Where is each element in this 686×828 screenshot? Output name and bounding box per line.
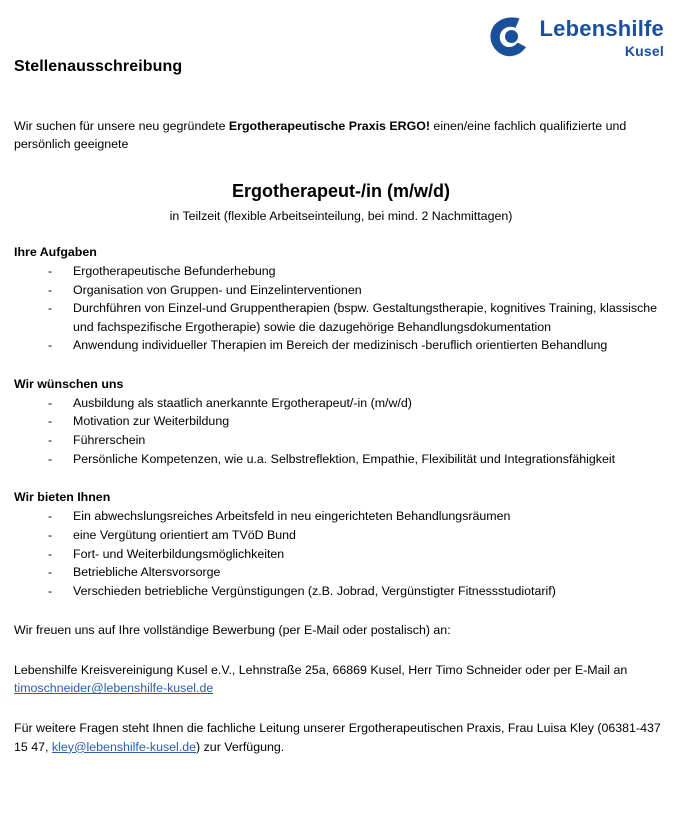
intro-bold: Ergotherapeutische Praxis ERGO! <box>228 119 430 133</box>
logo-subtitle: Kusel <box>624 43 664 59</box>
email-link-bewerbung[interactable]: timoschneider@lebenshilfe-kusel.de <box>14 681 214 696</box>
document-content <box>14 0 668 769</box>
section-heading: Ihre Aufgaben <box>14 244 97 259</box>
list-item: - Ergotherapeutische Befunderhebung <box>48 262 668 280</box>
section-heading: Wir bieten Ihnen <box>14 490 111 505</box>
list-item: - Anwendung individueller Therapien im Bereich der medizinisch -beruflich orientierten Behandlung <box>48 336 668 354</box>
section-list <box>14 394 668 468</box>
address-text: Lebenshilfe Kreisvereinigung Kusel e.V., Lehnstraße 25a, 66869 Kusel, Herr Timo Schneider oder per E-Mail an <box>14 662 628 677</box>
list-item: - Betriebliche Altersvorsorge <box>48 563 668 581</box>
list-item: - Organisation von Gruppen- und Einzelinterventionen <box>48 281 668 299</box>
list-item: - Ein abwechslungsreiches Arbeitsfeld in neu eingerichteten Behandlungsräumen <box>48 507 668 525</box>
section-heading: Wir wünschen uns <box>14 376 124 391</box>
section-wuensche <box>14 377 668 468</box>
email-link-kley[interactable]: kley@lebenshilfe-kusel.de <box>51 739 197 754</box>
section-angebot <box>14 490 668 600</box>
intro-text-1: Wir suchen für unsere neu gegründete <box>14 119 229 133</box>
list-item: - Durchführen von Einzel-und Gruppentherapien (bspw. Gestaltungstherapie, kognitives Training, klassische und fachspezifische Ergotherapie) sowie die dazugehörige Behandlungsdokumentation <box>48 299 668 335</box>
intro-text-2: einen/eine fachlich qualifizierte und persönlich geeignete <box>14 119 627 151</box>
contact-text-2: ) zur Verfügung. <box>196 739 285 754</box>
job-title: Ergotherapeut-/in (m/w/d) <box>232 180 450 201</box>
list-item: - Persönliche Kompetenzen, wie u.a. Selbstreflektion, Empathie, Flexibilität und Integrationsfähigkeit <box>48 450 668 468</box>
list-item: - Verschieden betriebliche Vergünstigungen (z.B. Jobrad, Vergünstigter Fitnessstudiotarif) <box>48 582 668 600</box>
list-item: - eine Vergütung orientiert am TVöD Bund <box>48 526 668 544</box>
closing-paragraph: Wir freuen uns auf Ihre vollständige Bewerbung (per E-Mail oder postalisch) an: <box>14 623 451 638</box>
list-item: - Führerschein <box>48 431 668 449</box>
section-list <box>14 262 668 355</box>
job-subtitle: in Teilzeit (flexible Arbeitseinteilung, bei mind. 2 Nachmittagen) <box>169 208 513 223</box>
section-aufgaben <box>14 245 668 355</box>
page-title: Stellenausschreibung <box>14 58 183 75</box>
logo-title: Lebenshilfe <box>539 16 664 41</box>
contact-text-1: Für weitere Fragen steht Ihnen die fachliche Leitung unserer Ergotherapeutischen Praxis, Frau Luisa Kley (06381-437 15 47, <box>14 721 661 754</box>
address-paragraph <box>14 661 668 698</box>
intro-paragraph <box>14 118 668 154</box>
list-item: - Ausbildung als staatlich anerkannte Ergotherapeut/-in (m/w/d) <box>48 394 668 412</box>
list-item: - Fort- und Weiterbildungsmöglichkeiten <box>48 545 668 563</box>
section-list <box>14 507 668 600</box>
contact-paragraph <box>14 719 668 756</box>
list-item: - Motivation zur Weiterbildung <box>48 412 668 430</box>
